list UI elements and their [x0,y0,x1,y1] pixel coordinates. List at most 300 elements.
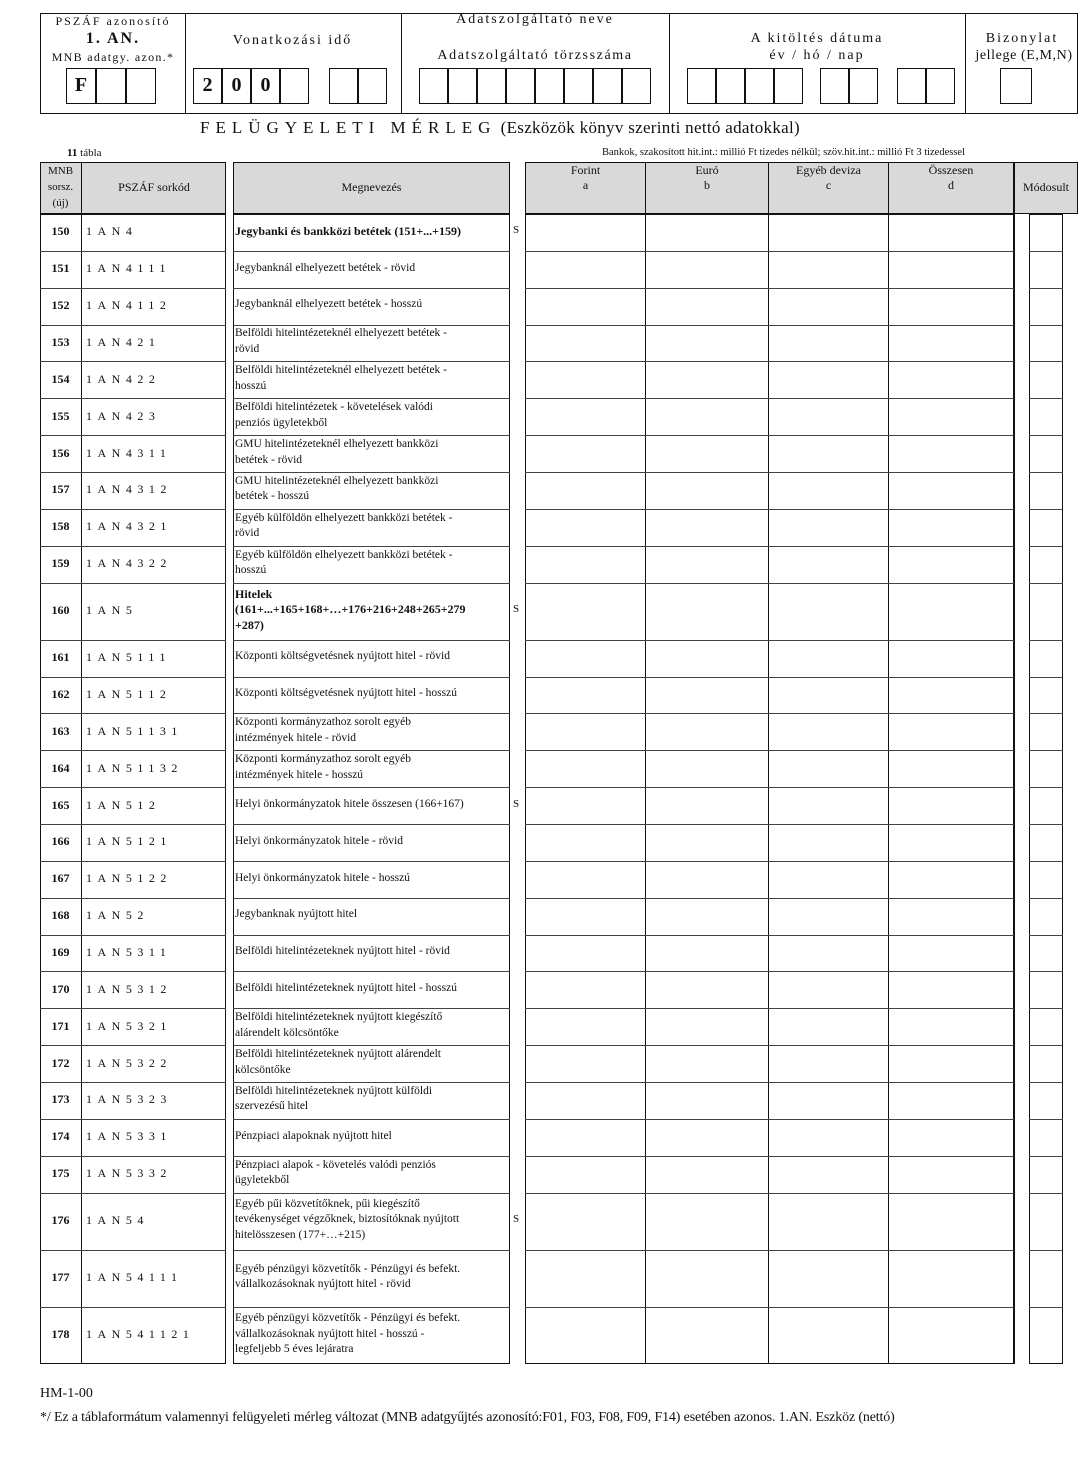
row-divider [40,750,226,751]
value-input-euro[interactable] [646,252,768,287]
row-code: 1AN5331 [86,1129,172,1144]
provider-reg-box[interactable] [593,68,622,104]
value-input-other[interactable] [769,936,888,971]
row-divider [233,750,510,751]
row-name-line: Központi költségvetésnek nyújtott hitel - hosszú [235,687,457,700]
period-box[interactable] [329,68,358,104]
value-input-total[interactable] [889,362,1014,397]
value-input-euro[interactable] [646,1194,768,1249]
modified-input[interactable] [1030,1009,1062,1044]
value-input-euro[interactable] [646,399,768,434]
row-code: 1AN5322 [86,1055,172,1070]
value-input-total[interactable] [889,936,1014,971]
row-name-line: Egyéb külföldön elhelyezett bankközi betétek - [235,548,453,561]
modified-input[interactable] [1030,751,1062,786]
value-input-other[interactable] [769,436,888,471]
value-input-euro[interactable] [646,678,768,713]
modified-input[interactable] [1030,252,1062,287]
modified-input[interactable] [1030,899,1062,934]
row-divider [40,713,226,714]
fill-date-box[interactable] [745,68,774,104]
value-input-euro[interactable] [646,1083,768,1118]
value-input-total[interactable] [889,641,1014,676]
value-input-euro[interactable] [646,547,768,582]
row-number: 165 [51,797,70,812]
modified-input[interactable] [1030,714,1062,749]
row-divider [233,361,510,362]
value-input-forint[interactable] [526,252,645,287]
mnb-id-box[interactable] [96,68,126,104]
table-row [0,1082,1086,1119]
table-number-value: 11 [67,147,78,159]
row-name-line: penziós ügyletekből [235,416,328,429]
value-input-total[interactable] [889,1194,1014,1249]
row-number: 153 [51,334,70,349]
value-input-forint[interactable] [526,362,645,397]
row-number: 160 [51,603,70,618]
row-code: 1AN54111 [86,1270,183,1285]
provider-reg-box[interactable] [622,68,651,104]
row-number: 167 [51,871,70,886]
value-input-euro[interactable] [646,473,768,508]
modified-input[interactable] [1030,1083,1062,1118]
value-input-total[interactable] [889,1009,1014,1044]
row-name-line: intézmények hitele - rövid [235,731,357,744]
value-input-forint[interactable] [526,436,645,471]
row-sum-flag: S [513,1213,520,1226]
provider-reg-box[interactable] [448,68,477,104]
value-input-other[interactable] [769,510,888,545]
row-divider [233,1156,510,1157]
row-name-line: Egyéb pűi közvetítőknek, pűi kiegészítő [235,1197,420,1210]
table-row [0,288,1086,325]
value-input-other[interactable] [769,1251,888,1306]
row-name-line: Helyi önkormányzatok hitele - rövid [235,834,403,847]
row-number: 155 [51,408,70,423]
value-input-total[interactable] [889,899,1014,934]
value-input-total[interactable] [889,1157,1014,1192]
row-code: 1AN4322 [86,556,172,571]
row-name-line: intézmények hitele - hosszú [235,768,364,781]
row-divider [233,1307,510,1308]
value-input-forint[interactable] [526,714,645,749]
table-row [0,1045,1086,1082]
row-name-line: Központi költségvetésnek nyújtott hitel - rövid [235,650,450,663]
value-input-total[interactable] [889,788,1014,823]
row-name [235,363,509,394]
row-name-line: betétek - hosszú [235,490,310,503]
doc-type-box[interactable] [1000,68,1032,104]
modified-input[interactable] [1030,972,1062,1007]
value-input-total[interactable] [889,584,1014,639]
modified-input[interactable] [1030,1308,1062,1363]
modified-input[interactable] [1030,1194,1062,1249]
table-row [0,1008,1086,1045]
value-input-other[interactable] [769,1046,888,1081]
value-input-total[interactable] [889,678,1014,713]
row-name [235,511,509,542]
row-number: 168 [51,908,70,923]
value-input-euro[interactable] [646,825,768,860]
modified-input[interactable] [1030,641,1062,676]
value-input-other[interactable] [769,972,888,1007]
row-code: 1AN5311 [86,945,172,959]
table-row [0,361,1086,398]
value-input-total[interactable] [889,972,1014,1007]
modified-input[interactable] [1030,1251,1062,1306]
row-divider [40,1156,226,1157]
row-sum-flag: S [513,797,520,810]
row-name [235,834,509,850]
mnb-id-box[interactable] [126,68,156,104]
value-input-forint[interactable] [526,641,645,676]
provider-reg-label: Adatszolgáltató törzsszáma [437,48,633,63]
modified-input[interactable] [1030,1157,1062,1192]
row-code: 1AN5332 [86,1166,172,1181]
row-divider [233,583,510,584]
row-divider [40,546,226,547]
row-name-line: Belföldi hitelintézeteknek nyújtott hitel - hosszú [235,982,457,995]
value-input-euro[interactable] [646,1251,768,1306]
value-input-euro[interactable] [646,1157,768,1192]
row-name [235,752,509,783]
value-input-total[interactable] [889,547,1014,582]
value-input-euro[interactable] [646,936,768,971]
value-input-total[interactable] [889,1251,1014,1306]
value-input-total[interactable] [889,1308,1014,1363]
period-digit: 0 [260,74,271,96]
value-input-forint[interactable] [526,1009,645,1044]
value-input-other[interactable] [769,788,888,823]
value-input-total[interactable] [889,825,1014,860]
row-name [235,871,509,887]
modified-input[interactable] [1030,510,1062,545]
row-number: 150 [51,224,70,239]
value-input-forint[interactable] [526,1120,645,1155]
value-input-other[interactable] [769,252,888,287]
value-input-other[interactable] [769,289,888,324]
modified-input[interactable] [1030,825,1062,860]
value-input-other[interactable] [769,714,888,749]
value-input-forint[interactable] [526,326,645,361]
modified-input[interactable] [1030,862,1062,897]
value-input-forint[interactable] [526,825,645,860]
value-input-other[interactable] [769,1009,888,1044]
value-input-forint[interactable] [526,473,645,508]
modified-input[interactable] [1030,362,1062,397]
value-input-forint[interactable] [526,1308,645,1363]
value-input-forint[interactable] [526,399,645,434]
mnb-label: MNB adatgy. azon.* [51,50,175,64]
row-name [235,1084,509,1115]
value-input-forint[interactable] [526,289,645,324]
value-input-euro[interactable] [646,436,768,471]
row-divider [40,583,226,584]
modified-input[interactable] [1030,326,1062,361]
row-sum-flag: S [513,603,520,616]
value-input-forint[interactable] [526,751,645,786]
fill-date-box[interactable] [849,68,878,104]
value-input-other[interactable] [769,1120,888,1155]
value-input-total[interactable] [889,399,1014,434]
value-input-other[interactable] [769,1308,888,1363]
value-input-total[interactable] [889,1083,1014,1118]
row-name-line: rövid [235,527,260,540]
value-input-forint[interactable] [526,1083,645,1118]
value-input-other[interactable] [769,1157,888,1192]
value-input-other[interactable] [769,825,888,860]
value-input-total[interactable] [889,252,1014,287]
value-input-total[interactable] [889,326,1014,361]
row-name-line: Jegybanknál elhelyezett betétek - hosszú [235,298,423,311]
value-input-forint[interactable] [526,936,645,971]
value-input-total[interactable] [889,510,1014,545]
value-input-euro[interactable] [646,1009,768,1044]
value-input-euro[interactable] [646,899,768,934]
modified-input[interactable] [1030,399,1062,434]
value-input-euro[interactable] [646,972,768,1007]
value-input-total[interactable] [889,215,1014,250]
table-row [0,898,1086,935]
row-name-line: Egyéb pénzügyi közvetítők - Pénzügyi és befekt. [235,1312,461,1325]
fill-date-box[interactable] [716,68,745,104]
value-input-total[interactable] [889,436,1014,471]
row-name [235,437,509,468]
value-input-other[interactable] [769,362,888,397]
row-divider [40,824,226,825]
row-sum-flag: S [513,224,520,237]
col-other-letter: c [825,178,832,192]
row-divider [40,398,226,399]
row-code: 1AN423 [86,408,161,423]
row-divider [40,1119,226,1120]
row-number: 173 [51,1092,70,1107]
value-input-forint[interactable] [526,788,645,823]
col-mnb [40,163,81,211]
value-input-total[interactable] [889,1046,1014,1081]
value-input-euro[interactable] [646,510,768,545]
value-input-euro[interactable] [646,788,768,823]
provider-reg-box[interactable] [419,68,448,104]
row-number: 169 [51,945,70,959]
modified-input[interactable] [1030,436,1062,471]
value-input-euro[interactable] [646,1308,768,1363]
value-input-euro[interactable] [646,362,768,397]
row-name-line: legfeljebb 5 éves lejáratra [235,1343,354,1356]
value-input-other[interactable] [769,641,888,676]
value-input-forint[interactable] [526,972,645,1007]
row-name-line: Központi kormányzathoz sorolt egyéb [235,753,411,766]
row-code: 1AN5121 [86,834,172,849]
row-name-line: betétek - rövid [235,453,303,466]
row-number: 156 [51,445,70,460]
row-name [235,1262,509,1293]
value-input-other[interactable] [769,1083,888,1118]
value-input-total[interactable] [889,473,1014,508]
period-box[interactable] [280,68,309,104]
value-input-euro[interactable] [646,1046,768,1081]
row-divider [233,509,510,510]
period-box[interactable] [358,68,387,104]
row-code: 1AN51131 [86,723,183,738]
modified-input[interactable] [1030,1120,1062,1155]
fill-date-box[interactable] [774,68,803,104]
value-input-forint[interactable] [526,1046,645,1081]
value-input-forint[interactable] [526,1251,645,1306]
value-input-euro[interactable] [646,751,768,786]
modified-input[interactable] [1030,215,1062,250]
provider-reg-box[interactable] [564,68,593,104]
value-input-total[interactable] [889,289,1014,324]
fill-date-box[interactable] [820,68,849,104]
row-divider [233,677,510,678]
row-name-line: Belföldi hitelintézeteknek nyújtott alárendelt [235,1048,441,1061]
row-name [235,326,509,357]
row-divider [233,787,510,788]
value-input-total[interactable] [889,862,1014,897]
table-row [0,861,1086,898]
col-forint-title: Forint [570,163,601,177]
value-input-other[interactable] [769,678,888,713]
value-input-other[interactable] [769,215,888,250]
row-number: 158 [51,519,70,534]
modified-input[interactable] [1030,547,1062,582]
row-number: 171 [51,1018,70,1033]
row-name [235,224,509,240]
table-row [0,546,1086,583]
value-input-euro[interactable] [646,584,768,639]
row-name [235,1158,509,1189]
row-name-line: Belföldi hitelintézetek - követelések valódi [235,401,433,414]
value-input-other[interactable] [769,584,888,639]
footer-note: */ Ez a táblaformátum valamennyi felügyeleti mérleg változat (MNB adatgyűjtés azonosító:F01, F03, F08, F09, F14) esetében azonos. 1.AN. Eszköz (nettó) [40,1410,895,1425]
row-code: 1AN4311 [86,445,172,460]
modified-input[interactable] [1030,584,1062,639]
row-divider [40,472,226,473]
value-input-euro[interactable] [646,326,768,361]
row-name [235,1311,509,1358]
col-mnb-line: MNB [47,165,74,177]
row-name-line: kölcsöntőke [235,1063,291,1076]
table-row [0,677,1086,714]
row-number: 177 [51,1270,70,1285]
table-row [0,1307,1086,1364]
col-other-title: Egyéb deviza [796,163,861,177]
modified-input[interactable] [1030,678,1062,713]
value-input-total[interactable] [889,1120,1014,1155]
fill-date-box[interactable] [687,68,716,104]
value-input-other[interactable] [769,547,888,582]
row-code: 1AN5 [86,603,138,618]
value-input-other[interactable] [769,862,888,897]
row-number: 178 [51,1327,70,1342]
row-code: 1AN5112 [86,687,172,701]
value-input-other[interactable] [769,399,888,434]
fill-date-box[interactable] [897,68,926,104]
col-pszaf: PSZÁF sorkód [118,180,190,194]
value-input-euro[interactable] [646,641,768,676]
value-input-forint[interactable] [526,215,645,250]
row-code: 1AN422 [86,371,161,386]
title-sub: (Eszközök könyv szerinti nettó adatokkal) [500,118,800,137]
row-code: 1AN5321 [86,1018,172,1033]
row-divider [40,898,226,899]
table-row [0,935,1086,972]
modified-input[interactable] [1030,788,1062,823]
value-input-forint[interactable] [526,1157,645,1192]
modified-input[interactable] [1030,1046,1062,1081]
row-code: 1AN5323 [86,1092,172,1107]
row-divider [40,1045,226,1046]
table-row [0,824,1086,861]
value-input-euro[interactable] [646,289,768,324]
value-input-forint[interactable] [526,678,645,713]
row-name [235,1197,509,1244]
row-name-line: Helyi önkormányzatok hitele - hosszú [235,871,411,884]
row-divider [40,288,226,289]
col-forint [526,163,645,193]
value-input-other[interactable] [769,326,888,361]
value-input-other[interactable] [769,751,888,786]
table-number [67,147,102,159]
value-input-euro[interactable] [646,862,768,897]
value-input-forint[interactable] [526,899,645,934]
row-divider [233,1008,510,1009]
row-name-line: +287) [235,617,264,632]
modified-input[interactable] [1030,289,1062,324]
provider-reg-box[interactable] [506,68,535,104]
row-divider [233,1045,510,1046]
row-number: 166 [51,834,70,849]
value-input-other[interactable] [769,473,888,508]
row-divider [40,361,226,362]
row-name-line: szervezésű hitel [235,1100,309,1113]
row-divider [233,824,510,825]
col-euro-title: Euró [695,163,719,177]
row-name-line: Egyéb pénzügyi közvetítők - Pénzügyi és befekt. [235,1262,461,1275]
row-divider [233,1119,510,1120]
form-id: 1. AN. [85,30,141,47]
modified-input[interactable] [1030,936,1062,971]
value-input-euro[interactable] [646,1120,768,1155]
row-name-line: Jegybanknál elhelyezett betétek - rövid [235,261,416,274]
value-input-forint[interactable] [526,584,645,639]
row-name [235,1047,509,1078]
row-divider [233,898,510,899]
row-number: 159 [51,556,70,571]
value-input-forint[interactable] [526,862,645,897]
value-input-forint[interactable] [526,547,645,582]
table-row [0,1119,1086,1156]
value-input-total[interactable] [889,751,1014,786]
value-input-euro[interactable] [646,215,768,250]
value-input-forint[interactable] [526,510,645,545]
value-input-total[interactable] [889,714,1014,749]
value-input-other[interactable] [769,1194,888,1249]
row-divider [233,325,510,326]
modified-input[interactable] [1030,473,1062,508]
doc-label: Bizonylat [985,31,1059,46]
value-input-euro[interactable] [646,714,768,749]
fill-date-box[interactable] [926,68,955,104]
row-name [235,1010,509,1041]
provider-reg-box[interactable] [477,68,506,104]
value-input-other[interactable] [769,899,888,934]
row-number: 151 [51,261,70,276]
provider-reg-box[interactable] [535,68,564,104]
col-total-letter: d [948,178,954,192]
value-input-forint[interactable] [526,1194,645,1249]
